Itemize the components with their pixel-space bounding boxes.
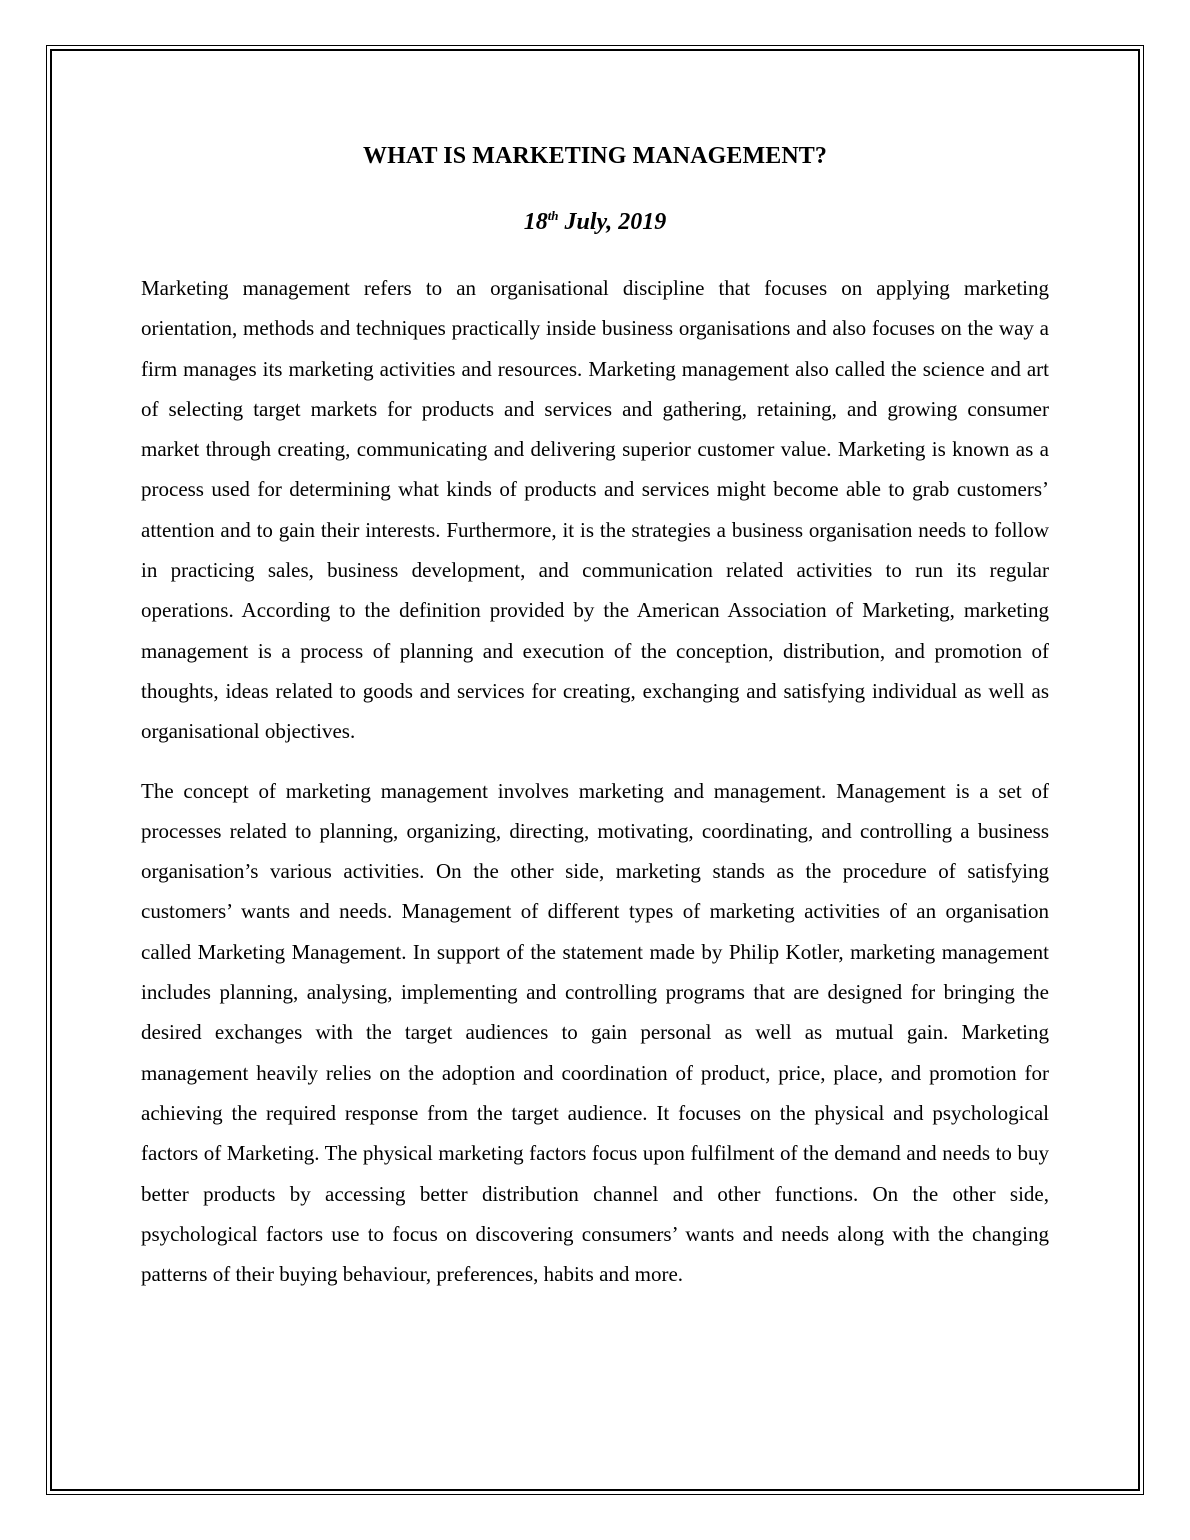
date-month-year: July, 2019	[558, 209, 667, 235]
date-day-suffix: th	[547, 208, 559, 223]
paragraph-1: Marketing management refers to an organisational discipline that focuses on applying marketing orientation, methods and techniques practically inside business organisations and also focuses on the way a firm manages its marketing activities and resources. Marketing management also called the science and art of selecting target markets for products and services and gathering, retaining, and growing consumer market through creating, communicating and delivering superior customer value. Marketing is known as a process used for determining what kinds of products and services might become able to grab customers’ attention and to gain their interests. Furthermore, it is the strategies a business organisation needs to follow in practicing sales, business development, and communication related activities to run its regular operations. According to the definition provided by the American Association of Marketing, marketing management is a process of planning and execution of the conception, distribution, and promotion of thoughts, ideas related to goods and services for creating, exchanging and satisfying individual as well as organisational objectives.	[141, 276, 1049, 744]
document-body	[141, 136, 1049, 1294]
date-day: 18	[523, 209, 548, 235]
document-date	[141, 202, 1049, 242]
paragraph-2: The concept of marketing management involves marketing and management. Management is a set of processes related to planning, organizing, directing, motivating, coordinating, and controlling a business organisation’s various activities. On the other side, marketing stands as the procedure of satisfying customers’ wants and needs. Management of different types of marketing activities of an organisation called Marketing Management. In support of the statement made by Philip Kotler, marketing management includes planning, analysing, implementing and controlling programs that are designed for bringing the desired exchanges with the target audiences to gain personal as well as mutual gain. Marketing management heavily relies on the adoption and coordination of product, price, place, and promotion for achieving the required response from the target audience. It focuses on the physical and psychological factors of Marketing. The physical marketing factors focus upon fulfilment of the demand and needs to buy better products by accessing better distribution channel and other functions. On the other side, psychological factors use to focus on discovering consumers’ wants and needs along with the changing patterns of their buying behaviour, preferences, habits and more.	[141, 778, 1049, 1287]
document-title: WHAT IS MARKETING MANAGEMENT?	[362, 143, 828, 169]
